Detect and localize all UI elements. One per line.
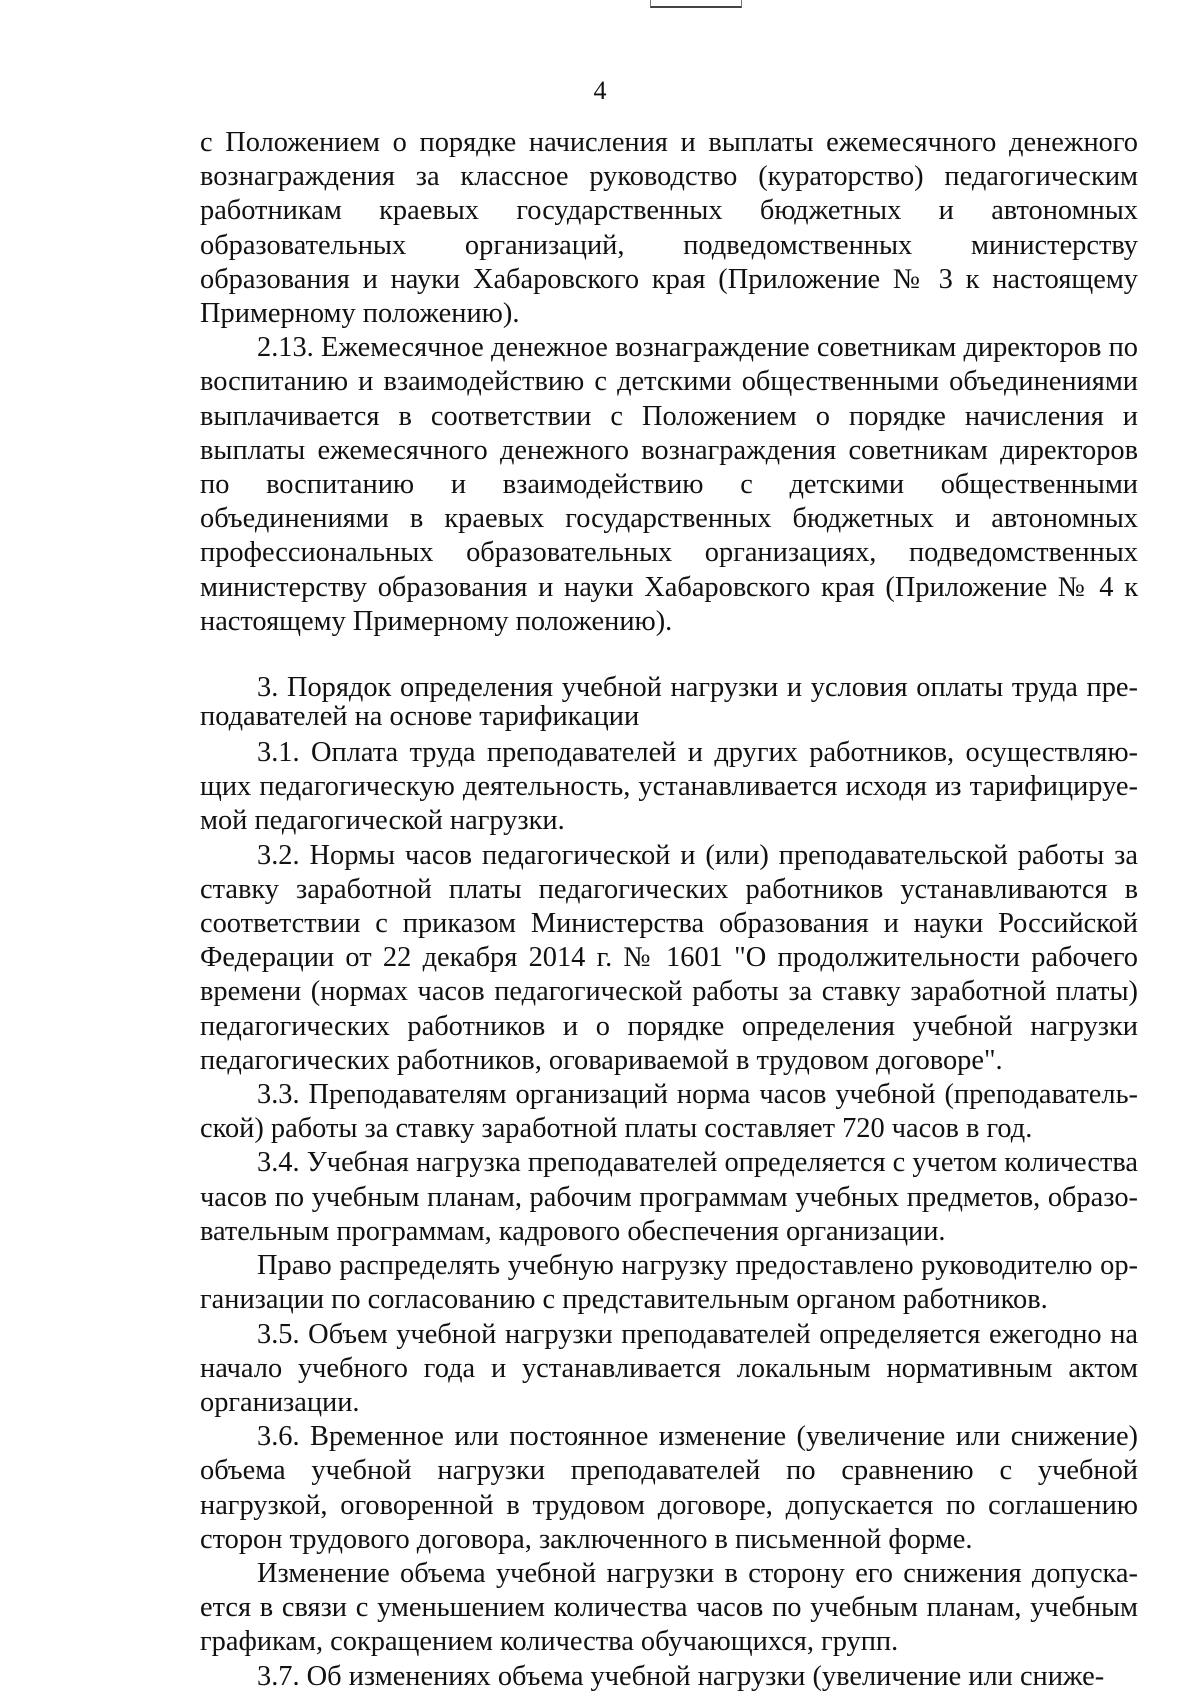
section-heading-3: 3. Порядок определения учебной нагрузки и условия оплаты труда преподавателей на основе тарификации xyxy=(200,672,1138,733)
paragraph-3-4-right: Право распределять учебную нагрузку предоставлено руководителю организации по согласованию с представительным органом работников. xyxy=(200,1250,1138,1316)
paragraph-3-6: 3.6. Временное или постоянное изменение (увеличение или снижение) объема учебной нагрузки преподавателей по сравнению с учебной нагрузкой, оговоренной в трудовом договоре, допускается по соглашению сторон трудового договора, заключенного в письменной форме. xyxy=(200,1421,1138,1555)
paragraph-3-6-change: Изменение объема учебной нагрузки в сторону его снижения допускается в связи с уменьшением количества часов по учебным планам, учебным графикам, сокращением количества обучающихся, групп. xyxy=(200,1557,1138,1658)
paragraph-3-3: 3.3. Преподавателям организаций норма часов учебной (преподавательской) работы за ставку заработной платы составляет 720 часов в год. xyxy=(200,1079,1138,1145)
paragraph-continuation: с Положением о порядке начисления и выплаты ежемесячного денежного вознаграждения за классное руководство (кураторство) педагогическим работникам краевых государственных бюджетных и автономных образовательных организаций, подведомственных министерству образования и науки Хабаровского края (Приложение № 3 к настоящему Примерному положению). xyxy=(200,127,1138,330)
paragraph-3-4: 3.4. Учебная нагрузка преподавателей определяется с учетом количества часов по учебным планам, рабочим программам учебных предметов, образовательным программам, кадрового обеспечения организации. xyxy=(200,1147,1138,1247)
paragraph-3-1: 3.1. Оплата труда преподавателей и других работников, осуществляющих педагогическую деятельность, устанавливается исходя из тарифицируемой педагогической нагрузки. xyxy=(200,737,1138,837)
scan-artifact xyxy=(650,0,742,8)
paragraph-3-5: 3.5. Объем учебной нагрузки преподавателей определяется ежегодно на начало учебного года и устанавливается локальным нормативным актом организации. xyxy=(200,1318,1138,1418)
page-number: 4 xyxy=(593,76,607,105)
document-body xyxy=(200,126,1138,1694)
paragraph-3-7: 3.7. Об изменениях объема учебной нагрузки (увеличение или сниже- xyxy=(257,1660,1105,1692)
paragraph-2-13: 2.13. Ежемесячное денежное вознаграждение советникам директоров по воспитанию и взаимодействию с детскими общественными объединениями выплачивается в соответствии с Положением о порядке начисления и выплаты ежемесячного денежного вознаграждения советникам директоров по воспитанию и взаимодействию с детскими общественными объединениями в краевых государственных бюджетных и автономных профессиональных образовательных организациях, подведомственных министерству образования и науки Хабаровского края (Приложение № 4 к настоящему Примерному положению). xyxy=(200,332,1138,637)
paragraph-3-2: 3.2. Нормы часов педагогической и (или) преподавательской работы за ставку заработной платы педагогических работников устанавливаются в соответствии с приказом Министерства образования и науки Российской Федерации от 22 декабря 2014 г. № 1601 "О продолжительности рабочего времени (нормах часов педагогической работы за ставку заработной платы) педагогических работников и о порядке определения учебной нагрузки педагогических работников, оговариваемой в трудовом договоре". xyxy=(200,839,1138,1076)
